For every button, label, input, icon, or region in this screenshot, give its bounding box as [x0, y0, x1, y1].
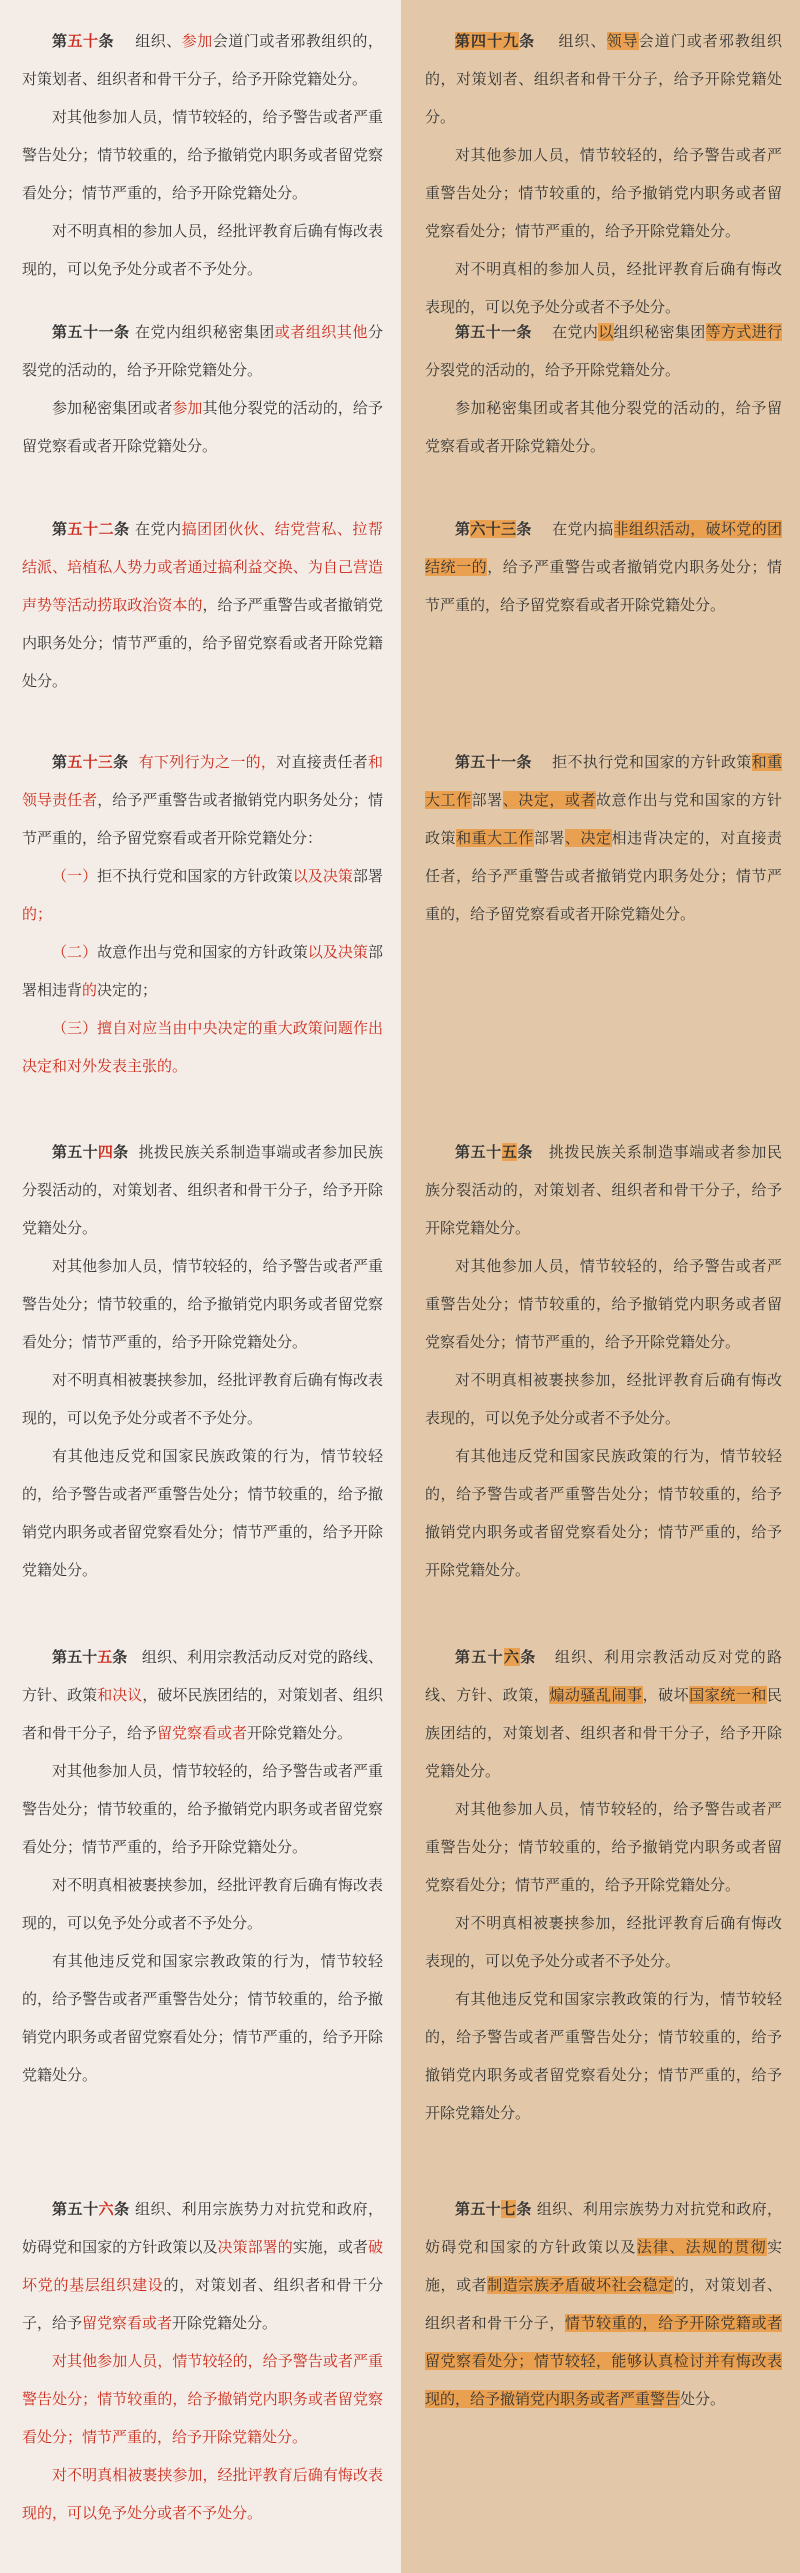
text: ，给予严重警告或者撤销党内职务处分；情节严重的，给予留党察看或者开除党籍处分。 — [425, 558, 782, 614]
text: 分裂党的活动的，给予开除党籍处分。 — [425, 361, 681, 379]
text: 部署 — [352, 867, 383, 885]
article-para — [425, 743, 782, 933]
text: 开除党籍处分。 — [247, 1724, 353, 1742]
changed-text: 法律、法规的贯彻 — [636, 2238, 767, 2256]
right-article-3 — [425, 510, 782, 624]
changed-text: 留党察看或者 — [82, 2314, 173, 2332]
right-article-4 — [425, 743, 782, 933]
article-para — [425, 1133, 782, 1247]
article-para: 对不明真相的参加人员，经批评教育后确有悔改表现的，可以免予处分或者不予处分。 — [425, 260, 782, 316]
article-title: 条 — [113, 1143, 129, 1161]
article-para: 对不明真相被裹挟参加，经批评教育后确有悔改表现的，可以免予处分或者不予处分。 — [22, 1876, 383, 1932]
text: 部署 — [471, 791, 503, 809]
article-para — [425, 1638, 782, 1790]
article-para: 对不明真相被裹挟参加，经批评教育后确有悔改表现的，可以免予处分或者不予处分。 — [425, 1914, 782, 1970]
list-item — [22, 933, 383, 1009]
right-article-5 — [425, 1133, 782, 1589]
text: 其他分裂党的活动的，给予留党察看或者开除党籍处分。 — [22, 399, 383, 455]
changed-text: 非组织活动，破坏党的团结统一的 — [425, 520, 782, 576]
article-para — [22, 743, 383, 857]
changed-text: 煽动骚乱闹事 — [549, 1686, 643, 1704]
changed-text: 破坏党的基层组织建设 — [22, 2238, 383, 2294]
article-para: 对其他参加人员，情节较轻的，给予警告或者严重警告处分；情节较重的，给予撤销党内职务或者留党察看处分；情节严重的，给予开除党籍处分。 — [22, 108, 383, 202]
article-para — [22, 1638, 383, 1752]
text: 参加秘密集团或者 — [52, 399, 173, 417]
text: 在党内组织秘密集团 — [134, 323, 275, 341]
text: 在党内 — [134, 520, 182, 538]
left-article-1 — [22, 22, 383, 288]
text: 民族团结的，对策划者、组织者和骨干分子，给予开除党籍处分。 — [425, 1686, 782, 1780]
article-title: 条 — [517, 1143, 533, 1161]
article-title: 第 — [52, 753, 68, 771]
article-title: 条 — [519, 32, 536, 50]
text: 组织、利用宗教活动反对党的路线、方针、政策 — [22, 1648, 383, 1704]
article-title: 第五十 — [52, 2200, 99, 2218]
text: 实施，或者 — [292, 2238, 368, 2256]
changed-text: 参加 — [181, 32, 213, 50]
text: 组织、利用宗族势力对抗党和政府，妨碍党和国家的方针政策以及 — [425, 2200, 782, 2256]
article-para: 对其他参加人员，情节较轻的，给予警告或者严重警告处分；情节较重的，给予撤销党内职务或者留党察看处分；情节严重的，给予开除党籍处分。 — [22, 1257, 383, 1351]
changed-text: 或者组织其他 — [274, 323, 368, 341]
right-article-6 — [425, 1638, 782, 2132]
text: ，给予严重警告或者撤销党内职务处分；情节严重的，给予留党察看或者开除党籍处分。 — [22, 596, 383, 690]
text: 会道门或者邪教组织的，对策划者、组织者和骨干分子，给予开除党籍处分。 — [22, 32, 383, 88]
text: 相违背决定的，对直接责任者，给予严重警告或者撤销党内职务处分；情节严重的，给予留党察看或者开除党籍处分。 — [425, 829, 782, 923]
article-title-num: 六十三 — [470, 520, 517, 538]
changed-text: 和领导责任者 — [22, 753, 383, 809]
text: 拒不执行党和国家的方针政策 — [552, 753, 752, 771]
changed-text: 和重大工作 — [425, 753, 782, 809]
text: 故意作出与党和国家的方针政策 — [425, 791, 782, 847]
article-para: 参加秘密集团或者其他分裂党的活动的，给予留党察看或者开除党籍处分。 — [425, 399, 782, 455]
left-article-7 — [22, 2190, 383, 2532]
changed-text: 和决议 — [97, 1686, 143, 1704]
changed-text: 团团伙伙、结党营私、拉帮结派、培植私人势力或者通过搞利益交换、为自己营造声势等活动捞取政治资本的 — [22, 520, 383, 614]
article-para — [22, 2190, 383, 2342]
changed-text: 等方式进行 — [705, 323, 782, 341]
changed-text: 的 — [82, 981, 98, 999]
article-para: 有其他违反党和国家民族政策的行为，情节较轻的，给予警告或者严重警告处分；情节较重的，给予撤销党内职务或者留党察看处分；情节严重的，给予开除党籍处分。 — [22, 1447, 383, 1579]
text: 部署 — [533, 829, 565, 847]
article-para: 对其他参加人员，情节较轻的，给予警告或者严重警告处分；情节较重的，给予撤销党内职务或者留党察看处分；情节严重的，给予开除党籍处分。 — [22, 1762, 383, 1856]
changed-text: 决策部署的 — [217, 2238, 293, 2256]
changed-text: 国家统一 — [689, 1686, 752, 1704]
changed-text: 的； — [22, 905, 53, 923]
text: ，破坏民族团结的，对策划者、组织者和骨干分子，给予 — [22, 1686, 383, 1742]
article-para: 对其他参加人员，情节较轻的，给予警告或者严重警告处分；情节较重的，给予撤销党内职务或者留党察看处分；情节严重的，给予开除党籍处分。 — [425, 1257, 782, 1351]
article-title: 第 — [52, 32, 68, 50]
article-title: 条 — [113, 753, 129, 771]
left-article-5 — [22, 1133, 383, 1589]
article-title: 第五十一条 — [455, 323, 532, 341]
article-title: 第五十一条 — [455, 753, 532, 771]
list-item: （三）擅自对应当由中央决定的重大政策问题作出决定和对外发表主张的。 — [22, 1019, 383, 1075]
right-article-7 — [425, 2190, 782, 2418]
changed-text: 、决定 — [564, 829, 612, 847]
article-title: 第五十 — [52, 1648, 98, 1666]
changed-text: 以及决策 — [292, 867, 353, 885]
text: 对直接责任者 — [276, 753, 368, 771]
article-title: 第五十 — [455, 2200, 502, 2218]
text: 会道门或者邪教组织的，对策划者、组织者和骨干分子，给予开除党籍处分。 — [425, 32, 782, 126]
text: 组织、 — [558, 32, 607, 50]
article-title-num: 七 — [501, 2200, 517, 2218]
text: 分裂党的活动的，给予开除党籍处分。 — [22, 323, 383, 379]
article-para — [22, 389, 383, 465]
left-article-3 — [22, 510, 383, 700]
text: 实施，或者 — [425, 2238, 782, 2294]
changed-text: 搞 — [181, 520, 198, 538]
article-para — [425, 313, 782, 389]
article-para: 对不明真相被裹挟参加，经批评教育后确有悔改表现的，可以免予处分或者不予处分。 — [425, 1371, 782, 1427]
article-title-num: 五 — [97, 1648, 113, 1666]
article-title: 第五十 — [455, 1143, 502, 1161]
article-para — [22, 1133, 383, 1247]
text: ，破坏 — [642, 1686, 690, 1704]
right-article-2 — [425, 313, 782, 465]
article-para — [425, 22, 782, 136]
changed-text: 、决定，或者 — [502, 791, 596, 809]
article-title: 第 — [455, 520, 471, 538]
article-title: 条 — [112, 1648, 128, 1666]
article-title-num: 五 — [501, 1143, 518, 1161]
article-title-num: 五十三 — [67, 753, 114, 771]
changed-text: 制造宗族矛盾破坏社会稳定 — [487, 2276, 674, 2294]
list-item — [22, 857, 383, 933]
article-title: 第五十一条 — [52, 323, 130, 341]
text: 的，对策划者、组织者和骨干分子，给予 — [22, 2276, 383, 2332]
article-title: 条 — [98, 32, 115, 50]
changed-text: （二） — [52, 943, 98, 961]
left-article-2 — [22, 313, 383, 465]
article-para: 对其他参加人员，情节较轻的，给予警告或者严重警告处分；情节较重的，给予撤销党内职务或者留党察看处分；情节严重的，给予开除党籍处分。 — [425, 1800, 782, 1894]
article-title-num: 五十 — [67, 32, 99, 50]
changed-text: （一） — [52, 867, 98, 885]
changed-text: 以 — [598, 323, 614, 341]
text: 的，对策划者、组织者和骨干分子， — [425, 2276, 782, 2332]
text: 决定的； — [97, 981, 158, 999]
article-para: 对不明真相的参加人员，经批评教育后确有悔改表现的，可以免予处分或者不予处分。 — [22, 222, 383, 278]
text: 组织秘密集团 — [613, 323, 706, 341]
right-article-1 — [425, 22, 782, 326]
article-title: 条 — [114, 2200, 130, 2218]
article-para: 有其他违反党和国家民族政策的行为，情节较轻的，给予警告或者严重警告处分；情节较重的，给予撤销党内职务或者留党察看处分；情节严重的，给予开除党籍处分。 — [425, 1447, 782, 1579]
changed-text: 和 — [751, 1686, 767, 1704]
article-para — [425, 2190, 782, 2418]
text: 组织、 — [135, 32, 182, 50]
article-title: 条 — [114, 520, 130, 538]
article-para: 对不明真相被裹挟参加，经批评教育后确有悔改表现的，可以免予处分或者不予处分。 — [22, 1371, 383, 1427]
article-title: 条 — [516, 520, 532, 538]
changed-text: 或者留党察看处分；情节较轻，能够认真检讨并有悔改表现的，给予撤销党内职务或者严重警告 — [425, 2314, 782, 2408]
article-para — [22, 510, 383, 700]
changed-text: 情节较重的，给予开除党籍 — [564, 2314, 752, 2332]
text: 组织、利用宗教活动反对党的路线、方针、政策， — [425, 1648, 782, 1704]
changed-text: 参加 — [172, 399, 203, 417]
article-para: 对不明真相被裹挟参加，经批评教育后确有悔改表现的，可以免予处分或者不予处分。 — [22, 2466, 383, 2522]
article-title: 第五十 — [52, 1143, 98, 1161]
article-para: 对其他参加人员，情节较轻的，给予警告或者严重警告处分；情节较重的，给予撤销党内职务或者留党察看处分；情节严重的，给予开除党籍处分。 — [22, 2352, 383, 2446]
article-title-num: 第四十九 — [455, 32, 520, 50]
text: ，给予严重警告或者撤销党内职务处分；情节严重的，给予留党察看或者开除党籍处分： — [22, 791, 383, 847]
left-article-6 — [22, 1638, 383, 2094]
changed-text: 留党察看或者 — [157, 1724, 248, 1742]
article-title: 条 — [516, 2200, 532, 2218]
text: 拒不执行党和国家的方针政策 — [97, 867, 293, 885]
text: 在党内搞 — [552, 520, 614, 538]
text: 处分。 — [680, 2390, 726, 2408]
article-para: 对其他参加人员，情节较轻的，给予警告或者严重警告处分；情节较重的，给予撤销党内职务或者留党察看处分；情节严重的，给予开除党籍处分。 — [425, 146, 782, 240]
article-title-num: 五十二 — [67, 520, 115, 538]
article-title-num: 六 — [98, 2200, 115, 2218]
changed-text: 和重大工作 — [456, 829, 534, 847]
changed-text: 有下列行为之一的， — [138, 753, 277, 771]
text: 故意作出与党和国家的方针政策 — [97, 943, 308, 961]
article-para: 有其他违反党和国家宗教政策的行为，情节较轻的，给予警告或者严重警告处分；情节较重的，给予撤销党内职务或者留党察看处分；情节严重的，给予开除党籍处分。 — [425, 1990, 782, 2122]
text: 开除党籍处分。 — [172, 2314, 278, 2332]
article-para — [425, 510, 782, 624]
article-title-num: 六 — [503, 1648, 521, 1666]
article-title: 第 — [52, 520, 68, 538]
right-column — [401, 0, 800, 2573]
article-para — [22, 22, 383, 98]
text: 部署相违背 — [22, 943, 383, 999]
article-title: 条 — [520, 1648, 537, 1666]
text: 组织、利用宗族势力对抗党和政府，妨碍党和国家的方针政策以及 — [22, 2200, 383, 2256]
article-para: 有其他违反党和国家宗教政策的行为，情节较轻的，给予警告或者严重警告处分；情节较重的，给予撤销党内职务或者留党察看处分；情节严重的，给予开除党籍处分。 — [22, 1952, 383, 2084]
text: 挑拨民族关系制造事端或者参加民族分裂活动的，对策划者、组织者和骨干分子，给予开除党籍处分。 — [425, 1143, 782, 1237]
article-title-num: 四 — [97, 1143, 114, 1161]
left-article-4 — [22, 743, 383, 1085]
article-para — [22, 313, 383, 389]
changed-text: 领导 — [606, 32, 639, 50]
article-title: 第五十 — [455, 1648, 504, 1666]
text: 挑拨民族关系制造事端或者参加民族分裂活动的，对策划者、组织者和骨干分子，给予开除党籍处分。 — [22, 1143, 383, 1237]
changed-text: 以及决策 — [307, 943, 368, 961]
text: 在党内 — [552, 323, 599, 341]
